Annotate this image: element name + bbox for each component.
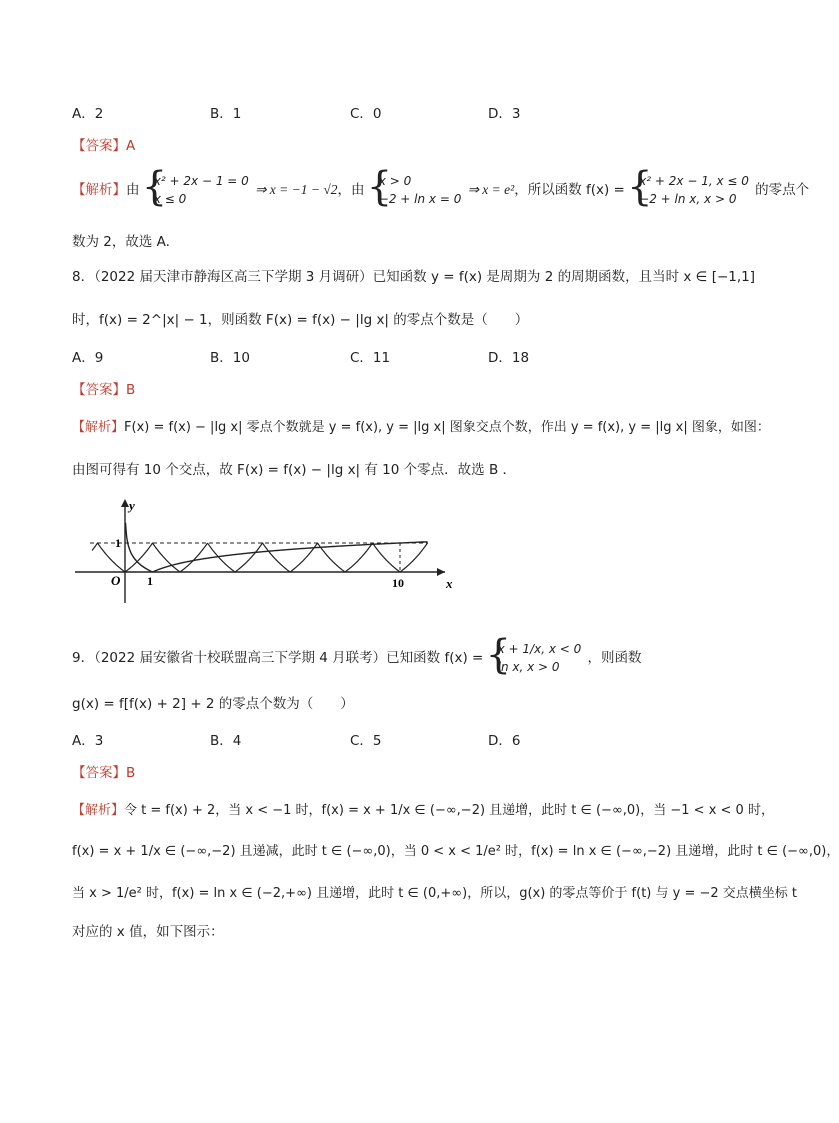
equation-system (371, 172, 462, 208)
periodic-function-curve (92, 543, 428, 572)
answer-value: B (126, 382, 136, 398)
system-row: −2 + ln x, x > 0 (639, 192, 737, 206)
q9-option-a: A．3 (72, 733, 104, 749)
q9-option-b: B．4 (210, 733, 242, 749)
origin-label: O (111, 573, 121, 588)
q8-option-b: B．10 (210, 350, 250, 366)
answer-value: B (126, 765, 136, 781)
q7-answer (72, 134, 135, 154)
x-axis-arrow (437, 568, 445, 576)
q9-option-d: D．6 (488, 733, 521, 749)
stem-text: ，则函数 (587, 650, 642, 666)
system-row: −2 + ln x = 0 (378, 192, 462, 206)
piecewise-function (631, 172, 749, 208)
q8-option-c: C．11 (350, 350, 391, 366)
q8-option-d: D．18 (488, 350, 530, 366)
q8-graph (70, 495, 460, 607)
x-tick-10: 10 (392, 576, 404, 590)
answer-tag: 【答案】 (72, 138, 126, 154)
system-row: { x + 1/x, x < 0 (497, 642, 582, 656)
q7-option-c: C．0 (350, 106, 382, 122)
analysis-tag: 【解析】 (72, 182, 126, 198)
analysis-text: 的零点个 (755, 182, 810, 198)
q9-stem-line2: g(x) = f[f(x) + 2] + 2 的零点个数为（ ） (72, 696, 354, 712)
q9-analysis-line3: 当 x > 1/e² 时，f(x) = ln x ∈ (−2,+∞) 且递增，此时 t ∈ (0,+∞)，所以，g(x) 的零点等价于 f(t) 与 y = −2 交点横坐标 t (72, 886, 798, 901)
analysis-text: 由 (126, 182, 140, 198)
analysis-text: 令 t = f(x) + 2，当 x < −1 时，f(x) = x + 1/x ∈ (−∞,−2) 且递增，此时 t ∈ (−∞,0)，当 −1 < x < 0 时， (124, 803, 774, 818)
system-row: { x² + 2x − 1, x ≤ 0 (639, 174, 749, 188)
q8-analysis-cont: 由图可得有 10 个交点，故 F(x) = f(x) − |lg x| 有 10 个零点．故选 B ． (72, 462, 516, 478)
q9-analysis-line1 (72, 799, 774, 818)
analysis-tag: 【解析】 (72, 803, 125, 818)
answer-value: A (126, 138, 136, 154)
q9-analysis-line4: 对应的 x 值，如下图示： (72, 924, 224, 940)
x-axis-label: x (446, 576, 453, 591)
q9-option-c: C．5 (350, 733, 382, 749)
analysis-text: F(x) = f(x) − |lg x| 零点个数就是 y = f(x), y = |lg x| 图象交点个数，作出 y = f(x), y = |lg x| 图象，如图： (124, 420, 770, 435)
y-axis-label: y (129, 498, 135, 513)
q7-option-d: D．3 (488, 106, 521, 122)
piecewise-function (490, 640, 582, 676)
q7-option-b: B．1 (210, 106, 242, 122)
q7-analysis-cont: 数为 2，故选 A. (72, 234, 170, 250)
system-row: x ≤ 0 (153, 192, 187, 206)
q8-answer (72, 378, 135, 398)
answer-tag: 【答案】 (72, 765, 126, 781)
y-axis-arrow (121, 499, 129, 507)
analysis-text: ，所以函数 f(x) = (514, 182, 625, 198)
stem-text: 9．（2022 届安徽省十校联盟高三下学期 4 月联考）已知函数 f(x) = (72, 650, 484, 666)
q8-stem-line2: 时，f(x) = 2^|x| − 1，则函数 F(x) = f(x) − |lg x| 的零点个数是（ ） (72, 312, 529, 328)
q8-option-a: A．9 (72, 350, 104, 366)
q7-analysis (72, 172, 809, 208)
q8-stem-line1: 8．（2022 届天津市静海区高三下学期 3 月调研）已知函数 y = f(x) 是周期为 2 的周期函数，且当时 x ∈ [−1,1] (72, 269, 756, 285)
result-expr: ⇒ x = −1 − √2 (255, 182, 338, 197)
equation-system (146, 172, 249, 208)
q7-option-a: A．2 (72, 106, 104, 122)
answer-tag: 【答案】 (72, 382, 126, 398)
analysis-text: ，由 (337, 182, 365, 198)
q8-analysis (72, 416, 770, 435)
y-tick-1: 1 (115, 536, 121, 550)
analysis-tag: 【解析】 (72, 420, 125, 435)
x-tick-1: 1 (147, 574, 153, 588)
system-row: { x² + 2x − 1 = 0 (153, 174, 249, 188)
system-row: { x > 0 (378, 174, 412, 188)
system-row: ln x, x > 0 (497, 660, 560, 674)
q9-answer (72, 761, 135, 781)
result-expr: ⇒ x = e² (467, 182, 515, 197)
q9-stem-line1 (72, 640, 642, 676)
q9-analysis-line2: f(x) = x + 1/x ∈ (−∞,−2) 且递减，此时 t ∈ (−∞,0)，当 0 < x < 1/e² 时，f(x) = ln x ∈ (−∞,−2) 且递增，此时 t ∈ (−∞,0)， (72, 844, 839, 859)
